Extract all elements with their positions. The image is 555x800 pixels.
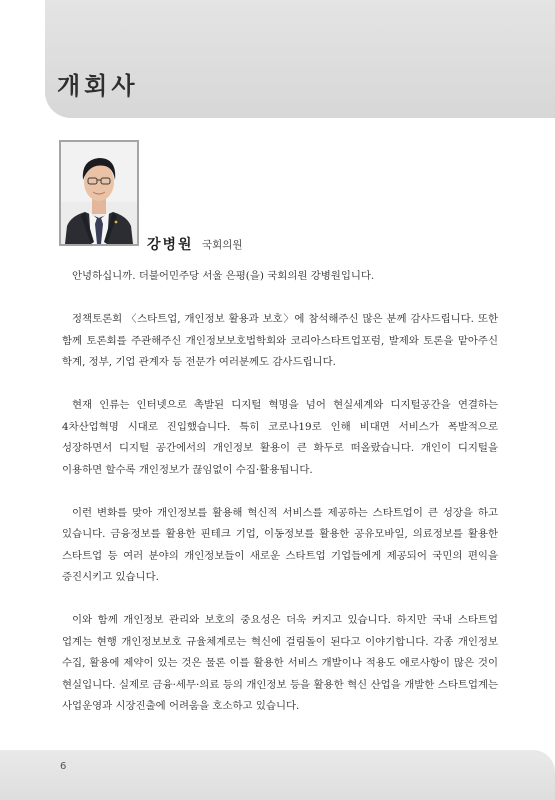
speaker-name: 강병원 (147, 237, 194, 253)
speaker-portrait-image (61, 142, 137, 244)
footer-band (0, 750, 555, 800)
paragraph-startup-growth: 이런 변화를 맞아 개인정보를 활용해 혁신적 서비스를 제공하는 스타트업이 큰 성장을 하고 있습니다. 금융정보를 활용한 핀테크 기업, 이동정보를 활용한 공유모바일, 의료정보를 활용한 스타트업 등 여러 분야의 개인정보들이 새로운 스타트업 기업들에게 제공되어 국민의 편익을 증진시키고 있습니다. (62, 506, 498, 583)
body-text (62, 266, 498, 718)
paragraph-digital-revolution: 현재 인류는 인터넷으로 촉발된 디지털 혁명을 넘어 현실세계와 디지털공간을 연결하는 4차산업혁명 시대로 진입했습니다. 특히 코로나19로 인해 비대면 서비스가 폭발적으로 성장하면서 디지털 공간에서의 개인정보 활용이 큰 화두로 떠올랐습니다. 개인이 디지털을 이용하면 할수록 개인정보가 끊임없이 수집·활용됩니다. (62, 399, 498, 476)
page-number: 6 (60, 761, 67, 772)
paragraph-thanks: 정책토론회 〈스타트업, 개인정보 활용과 보호〉에 참석해주신 많은 분께 감사드립니다. 또한 함께 토론회를 주관해주신 개인정보보호법학회와 코리아스타트업포럼, 발제와 토론을 맡아주신 학계, 정부, 기업 관계자 등 전문가 여러분께도 감사드립니다. (62, 313, 498, 368)
speaker-portrait (59, 140, 139, 246)
page-title: 개회사 (57, 72, 139, 100)
speaker-title: 국회의원 (202, 239, 243, 251)
paragraph-privacy-protection: 이와 함께 개인정보 관리와 보호의 중요성은 더욱 커지고 있습니다. 하지만 국내 스타트업 업계는 현행 개인정보보호 규율체계로는 혁신에 걸림돌이 된다고 이야기합니다. 각종 개인정보 수집, 활용에 제약이 있는 것은 물론 이를 활용한 서비스 개발이나 적용도 애로사항이 많은 것이 현실입니다. 실제로 금융·세무·의료 등의 개인정보 등을 활용한 혁신 산업을 개발한 스타트업계는 사업운영과 시장진출에 어려움을 호소하고 있습니다. (62, 614, 498, 712)
paragraph-greeting: 안녕하십니까. 더불어민주당 서울 은평(을) 국회의원 강병원입니다. (72, 270, 375, 282)
